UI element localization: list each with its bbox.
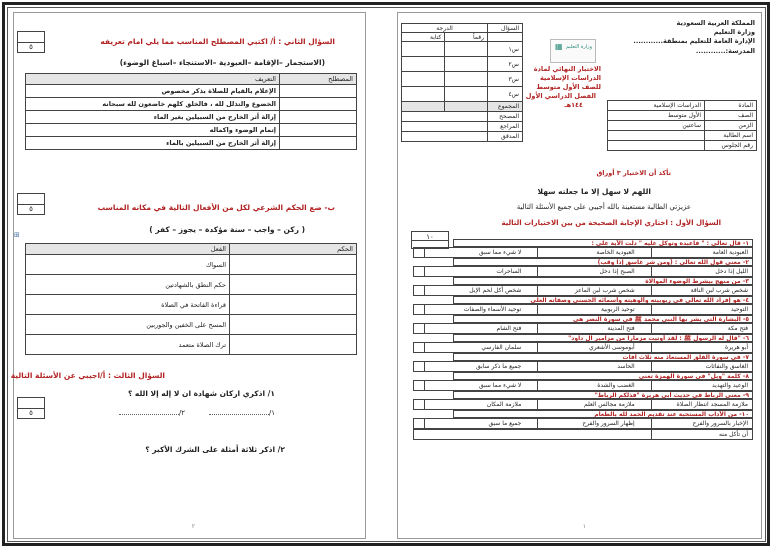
option-letter-box: [537, 362, 539, 372]
option-letter-box: [651, 343, 653, 353]
mcq-option[interactable]: ملازمة مجالس العلم: [583, 401, 635, 408]
student-info-table: المادة الدراسات الإسلامية الصف الأول متوسط الزمن ساعتين اسم الطالبة رقم الجلوس: [607, 100, 757, 151]
mcq-option[interactable]: ملازمة المكان: [486, 401, 522, 408]
exam-page-1: [397, 12, 762, 539]
q2-terms-table: [25, 73, 357, 150]
action-cell: السواك: [26, 255, 230, 275]
option-letter-box: [424, 381, 426, 391]
q1-title: السؤال الأول : اختاري الإجابة الصحيحة من بين الاختيارات التالية: [501, 219, 721, 227]
exam-title-2: الدراسات الإسلامية: [539, 74, 601, 82]
option-letter-box: [651, 400, 653, 410]
mcq-question: ٧- في سورة الفلق المستعاذ منه ثلاث آفات: [453, 353, 753, 361]
mcq-option[interactable]: الصبح إذا دخل: [599, 268, 635, 275]
mcq-option[interactable]: الوعيد والتهديد: [712, 382, 748, 389]
mcq-option[interactable]: ملازمة المسجد انتظار الصلاة: [676, 401, 748, 408]
mcq-option[interactable]: العبودية العامة: [712, 249, 748, 256]
exam-title-3: للصف الأول متوسط: [536, 83, 601, 91]
mcq-question: ٥- البشارة التي بشر بها النبي محمد ﷺ في سورة النصر هي: [453, 315, 753, 323]
term-answer-cell[interactable]: [280, 98, 357, 111]
mcq-option[interactable]: الغاسق والنفاثات: [705, 363, 748, 370]
term-answer-cell[interactable]: [280, 124, 357, 137]
option-letter-box: [651, 430, 653, 440]
pages-note: تأكد أن الاختبار ٣ أوراق: [596, 169, 671, 177]
q1-score-box: ١٠: [411, 231, 449, 249]
mcq-option[interactable]: سلمان الفارسي: [481, 344, 522, 351]
exam-title-1: الاختبار النهائي لمادة: [533, 65, 601, 73]
exam-page-2: [10, 12, 366, 539]
definition-cell: إزالة أثر الخارج من السبيلين بغير الماء: [26, 111, 280, 124]
mcq-option[interactable]: الساحرات: [496, 268, 522, 275]
ruling-answer-cell[interactable]: [230, 255, 357, 275]
option-letter-box: [651, 248, 653, 258]
mcq-question: ٦- "قال له الرسول ﷺ : لقد أوتيت مزماراً من مزامير آل داود": [453, 334, 753, 342]
option-letter-box: [651, 286, 653, 296]
mcq-option[interactable]: جميع ما سبق: [488, 420, 522, 427]
action-cell: المسح على الخفين والجوربين: [26, 315, 230, 335]
option-letter-box: [537, 343, 539, 353]
option-letter-box: [424, 267, 426, 277]
option-letter-box: [651, 305, 653, 315]
q3-answer-line-1[interactable]: ١/: [209, 409, 275, 417]
header-directorate: الإدارة العامة للتعليم بمنطقة............: [633, 37, 755, 45]
mcq-option[interactable]: الإخبار بالسرور والفرح: [692, 420, 748, 427]
seat-number-field[interactable]: [608, 141, 705, 151]
action-cell: حكم النطق بالشهادتين: [26, 275, 230, 295]
option-letter-box: [424, 400, 426, 410]
q2b-score-box: ٥: [17, 193, 45, 215]
option-letter-box: [537, 248, 539, 258]
term-answer-cell[interactable]: [280, 111, 357, 124]
mcq-option[interactable]: شخص أكل لحم الإبل: [469, 287, 522, 294]
mcq-options-row: [413, 418, 753, 429]
table-move-handle-icon[interactable]: ⊞: [14, 231, 20, 239]
option-letter-box: [651, 381, 653, 391]
mcq-option[interactable]: أن تأكل منه: [718, 431, 748, 438]
ruling-answer-cell[interactable]: [230, 275, 357, 295]
definition-cell: الخضوع والتذلل لله ، فالخلق كلهم خاضعون لله سبحانه: [26, 98, 280, 111]
ruling-answer-cell[interactable]: [230, 295, 357, 315]
mcq-question: ٩- معنى الرباط في حديث أبي هريرة "فذلكم الرباط": [453, 391, 753, 399]
q2b-options: ( ركن – واجب – سنة مؤكدة – يجوز – كفر ): [149, 225, 305, 234]
option-letter-box: [537, 267, 539, 277]
mcq-question: ١٠- من الآداب المستحبة عند تقديم الحمد لله بالطعام: [453, 410, 753, 418]
option-letter-box: [424, 305, 426, 315]
option-letter-box: [651, 324, 653, 334]
mcq-options-row: [413, 361, 753, 372]
option-letter-box: [537, 286, 539, 296]
option-letter-box: [424, 362, 426, 372]
mcq-option[interactable]: أبو هريرة: [725, 344, 748, 351]
mcq-options-row: [413, 429, 753, 440]
q3-question-1: ١/ اذكري اركان شهادة ان لا إله إلا الله ؟: [127, 389, 275, 398]
definition-cell: الإعلام بالقيام للصلاة بذكر مخصوص: [26, 85, 280, 98]
option-letter-box: [424, 343, 426, 353]
intro-text: عزيزتي الطالبة مستعينة بالله أجيبي على جميع الأسئلة التالية: [516, 203, 691, 211]
mcq-options-row: [413, 323, 753, 334]
mcq-option[interactable]: شخص شرب لبن الماعز: [574, 287, 635, 294]
header-school: المدرسة:............: [695, 47, 755, 55]
mcq-option[interactable]: شخص شرب لبن الناقة: [690, 287, 748, 294]
grade-table: السؤال الدرجة رقماً كتابة س١ س٢ س٣ س٤ المجموع المصحح المراجع المدقق: [401, 23, 523, 142]
term-answer-cell[interactable]: [280, 85, 357, 98]
option-letter-box: [424, 419, 426, 429]
dua-text: اللهم لا سهل إلا ما جعلته سهلا: [537, 187, 651, 196]
term-answer-cell[interactable]: [280, 137, 357, 150]
definition-cell: إتمام الوضوء واكماله: [26, 124, 280, 137]
mcq-question: ٣- من منهج بيشرط الوضوء الموالاة: [453, 277, 753, 285]
mcq-options-row: [413, 399, 753, 410]
option-letter-box: [537, 400, 539, 410]
page-number: ١: [582, 523, 586, 530]
mcq-options-row: [413, 380, 753, 391]
mcq-option[interactable]: الليل إذا دخل: [715, 268, 748, 275]
mcq-option[interactable]: جميع ما ذكر سابق: [476, 363, 522, 370]
mcq-question: ٨- كلمة "ويل" في سورة الهمزة تعني: [453, 372, 753, 380]
action-cell: قراءة الفاتحة في الصلاة: [26, 295, 230, 315]
ruling-answer-cell[interactable]: [230, 335, 357, 355]
q2-term-list: (الاستجمار –الإقامة –العبودية –الاستنجاء –اسباغ الوضوء): [119, 58, 325, 67]
mcq-option[interactable]: الغضب والشدة: [597, 382, 635, 389]
option-letter-box: [424, 324, 426, 334]
mcq-options-row: [413, 342, 753, 353]
exam-title-5: ١٤٤هـ: [564, 101, 583, 109]
action-cell: ترك الصلاة متعمد: [26, 335, 230, 355]
option-letter-box: [537, 381, 539, 391]
mcq-question: ٢- معنى قول الله تعالى : (ومن شر غاسق إذا وقب): [453, 258, 753, 266]
page-number: ٢: [191, 523, 195, 530]
option-letter-box: [424, 286, 426, 296]
header-ministry: وزارة التعليم: [713, 28, 755, 36]
mcq-option[interactable]: توحيد الربوبية: [601, 306, 635, 313]
col-action-header: الفعل: [26, 244, 230, 255]
mcq-option[interactable]: الحاسد: [617, 363, 635, 370]
mcq-option[interactable]: أبوموسى الأشعري: [588, 344, 635, 351]
mcq-option[interactable]: إظهار السرور والفرح: [582, 420, 635, 427]
mcq-option[interactable]: لا شيء مما سبق: [478, 249, 522, 256]
col-ruling-header: الحكم: [230, 244, 357, 255]
mcq-question: ١- قال تعالى : " فاعبده وتوكل عليه " دلت الآية على :: [453, 239, 753, 247]
q2a-score-box: ٥: [17, 31, 45, 53]
mcq-options-row: [413, 266, 753, 277]
option-letter-box: [651, 419, 653, 429]
mcq-option[interactable]: فتح الشام: [496, 325, 522, 332]
q3-answer-line-2[interactable]: ٢/: [119, 409, 185, 417]
student-name-field[interactable]: [608, 131, 705, 141]
ministry-logo-icon: ▦: [555, 42, 563, 51]
header-country: المملكة العربية السعودية: [676, 19, 755, 27]
mcq-options-row: [413, 285, 753, 296]
q2b-title: ب- ضع الحكم الشرعي لكل من الأفعال التالية في مكانه المناسب: [97, 203, 335, 212]
definition-cell: إزالة أثر الخارج من السبيلين بالماء: [26, 137, 280, 150]
ruling-answer-cell[interactable]: [230, 315, 357, 335]
option-letter-box: [537, 305, 539, 315]
q2-title: السؤال الثاني : أ/ اكتبي المصطلح المناسب مما يلي امام تعريفه: [100, 37, 335, 46]
mcq-options-row: [413, 247, 753, 258]
mcq-option[interactable]: توحيد الأسماء والصفات: [463, 306, 522, 313]
mcq-options-row: [413, 304, 753, 315]
option-letter-box: [651, 267, 653, 277]
option-letter-box: [537, 419, 539, 429]
q3-title: السؤال الثالث : أ/اجيبي عن الأسئلة التالية: [10, 371, 165, 380]
ministry-logo: ▦ وزارة التعليم: [550, 39, 596, 63]
mcq-option[interactable]: لا شيء مما سبق: [478, 382, 522, 389]
col-term-header: المصطلح: [280, 74, 357, 85]
option-letter-box: [537, 324, 539, 334]
mcq-question: ٤- هو إفراد الله تعالى في ربوبيته وألوهيته وأسمائه الحسنى وصفاته العلى: [453, 296, 753, 304]
q3-question-2: ٢/ اذكر ثلاثة أمثلة على الشرك الأكبر ؟: [145, 445, 285, 454]
exam-title-4: الفصل الدراسي الأول: [525, 92, 596, 100]
col-definition-header: التعريف: [26, 74, 280, 85]
option-letter-box: [651, 362, 653, 372]
mcq-option[interactable]: فتح المدينة: [607, 325, 635, 332]
mcq-option[interactable]: العبودية الخاصة: [596, 249, 635, 256]
q2b-rulings-table: [25, 243, 357, 355]
mcq-option[interactable]: التوحيد: [730, 306, 748, 313]
mcq-option[interactable]: فتح مكة: [727, 325, 748, 332]
option-letter-box: [424, 248, 426, 258]
q3-score-box: ٥: [17, 397, 45, 419]
